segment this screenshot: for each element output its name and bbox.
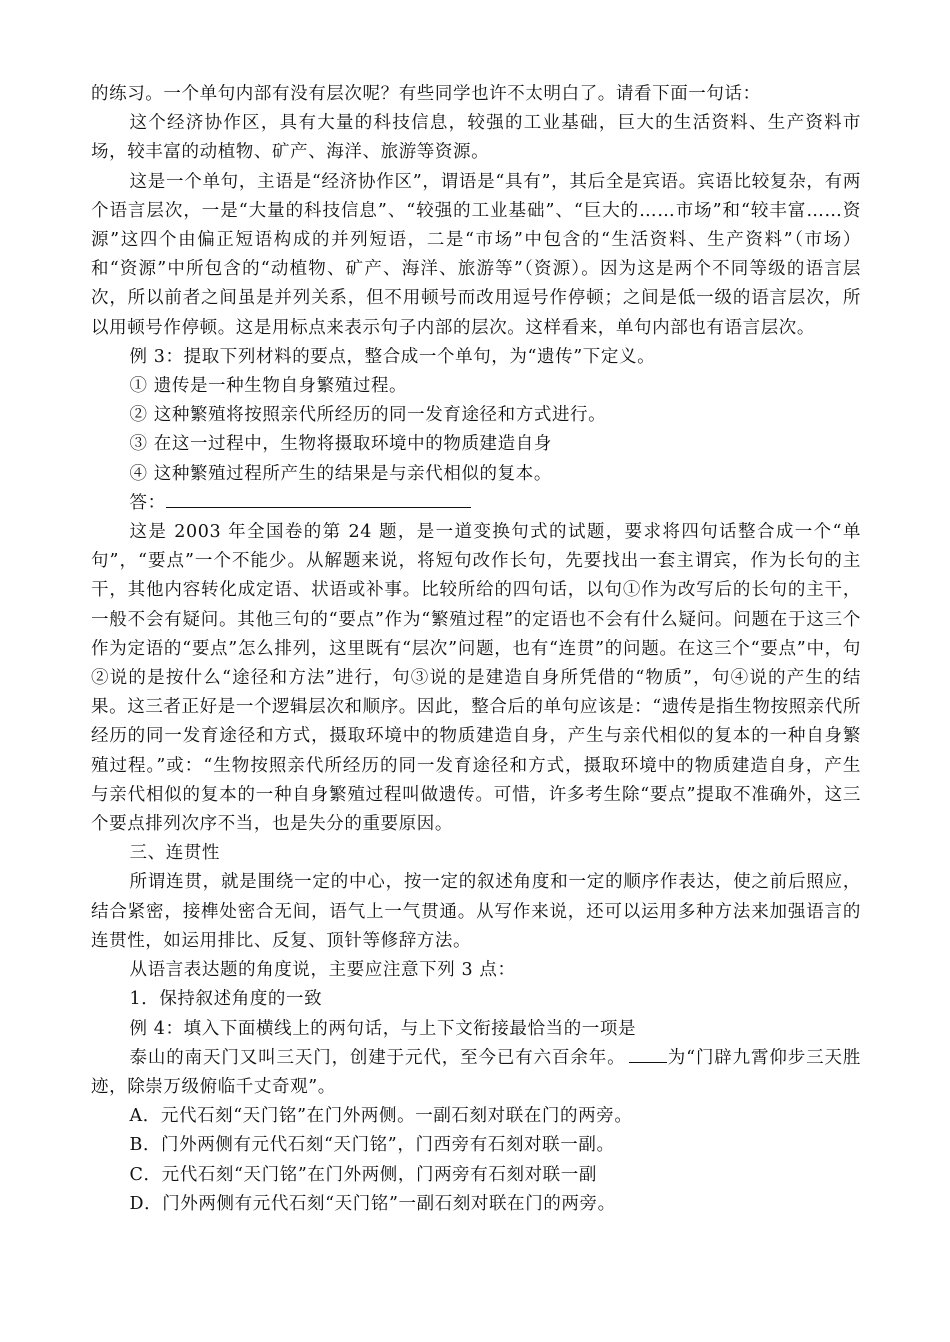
passage-text-end: 为“门辟九霄仰步三天胜迹，除崇万级俯临千丈奇观”。 <box>91 1047 861 1097</box>
option-b: B．门外两侧有元代石刻“天门铭”，门西旁有石刻对联一副。 <box>129 1135 615 1156</box>
point-heading: 1．保持叙述角度的一致 <box>129 989 323 1010</box>
example-3-prompt: 例 3：提取下列材料的要点，整合成一个单句，为“遗传”下定义。 <box>129 346 656 367</box>
section-heading: 三、连贯性 <box>129 843 220 864</box>
option-d: D．门外两侧有元代石刻“天门铭”一副石刻对联在门的两旁。 <box>129 1193 616 1214</box>
question-passage <box>91 1044 861 1102</box>
example-4-prompt: 例 4：填入下面横线上的两句话，与上下文衔接最恰当的一项是 <box>129 1018 637 1039</box>
answer-line <box>91 489 861 518</box>
answer-blank <box>166 489 471 508</box>
paragraph: 所谓连贯，就是围绕一定的中心，按一定的叙述角度和一定的顺序作表达，使之前后照应，结合紧密，接榫处密合无间，语气上一气贯通。从写作来说，还可以运用多种方法来加强语言的连贯性，如运用排比、反复、顶针等修辞方法。 <box>91 872 861 951</box>
document-page <box>91 80 861 1219</box>
example-sentence: 这个经济协作区，具有大量的科技信息，较强的工业基础，巨大的生活资料、生产资料市场，较丰富的动植物、矿产、海洋、旅游等资源。 <box>91 113 861 163</box>
paragraph: 的练习。一个单句内部有没有层次呢？有些同学也许不太明白了。请看下面一句话： <box>91 84 761 104</box>
answer-label: 答： <box>129 492 166 513</box>
fill-blank <box>629 1044 667 1063</box>
material-item-1: ① 遗传是一种生物自身繁殖过程。 <box>129 376 408 397</box>
material-item-2: ② 这种繁殖将按照亲代所经历的同一发育途径和方式进行。 <box>129 405 607 426</box>
option-c: C．元代石刻“天门铭”在门外两侧，门两旁有石刻对联一副 <box>129 1164 597 1185</box>
passage-text-start: 泰山的南天门又叫三天门，创建于元代，至今已有六百余年。 <box>129 1047 626 1068</box>
paragraph: 这是一个单句，主语是“经济协作区”，谓语是“具有”，其后全是宾语。宾语比较复杂，有两个语言层次，一是“大量的科技信息”、“较强的工业基础”、“巨大的……市场”和“较丰富……资源”这四个由偏正短语构成的并列短语，二是“市场”中包含的“生活资料、生产资料”（市场）和“资源”中所包含的“动植物、矿产、海洋、旅游等”（资源）。因为这是两个不同等级的语言层次，所以前者之间虽是并列关系，但不用顿号而改用逗号作停顿；之间是低一级的语言层次，所以用顿号作停顿。这是用标点来表示句子内部的层次。这样看来，单句内部也有语言层次。 <box>91 171 861 338</box>
analysis-paragraph: 这是 2003 年全国卷的第 24 题，是一道变换句式的试题，要求将四句话整合成一个“单句”，“要点”一个不能少。从解题来说，将短句改作长句，先要找出一套主谓宾，作为长句的主干，其他内容转化成定语、状语或补事。比较所给的四句话，以句①作为改写后的长句的主干，一般不会有疑问。其他三句的“要点”作为“繁殖过程”的定语也不会有什么疑问。问题在于这三个作为定语的“要点”怎么排列，这里既有“层次”问题，也有“连贯”的问题。在这三个“要点”中，句②说的是按什么“途径和方法”进行，句③说的是建造自身所凭借的“物质”，句④说的产生的结果。这三者正好是一个逻辑层次和顺序。因此，整合后的单句应该是：“遗传是指生物按照亲代所经历的同一发育途径和方式，摄取环境中的物质建造自身，产生与亲代相似的复本的一种自身繁殖过程。”或：“生物按照亲代所经历的同一发育途径和方式，摄取环境中的物质建造自身，产生与亲代相似的复本的一种自身繁殖过程叫做遗传。可惜，许多考生除“要点”提取不准确外，这三个要点排列次序不当，也是失分的重要原因。 <box>91 522 861 835</box>
option-a: A．元代石刻“天门铭”在门外两侧。一副石刻对联在门的两旁。 <box>129 1106 633 1127</box>
material-item-3: ③ 在这一过程中，生物将摄取环境中的物质建造自身 <box>129 434 552 455</box>
material-item-4: ④ 这种繁殖过程所产生的结果是与亲代相似的复本。 <box>129 463 552 484</box>
paragraph: 从语言表达题的角度说，主要应注意下列 3 点： <box>129 960 516 981</box>
